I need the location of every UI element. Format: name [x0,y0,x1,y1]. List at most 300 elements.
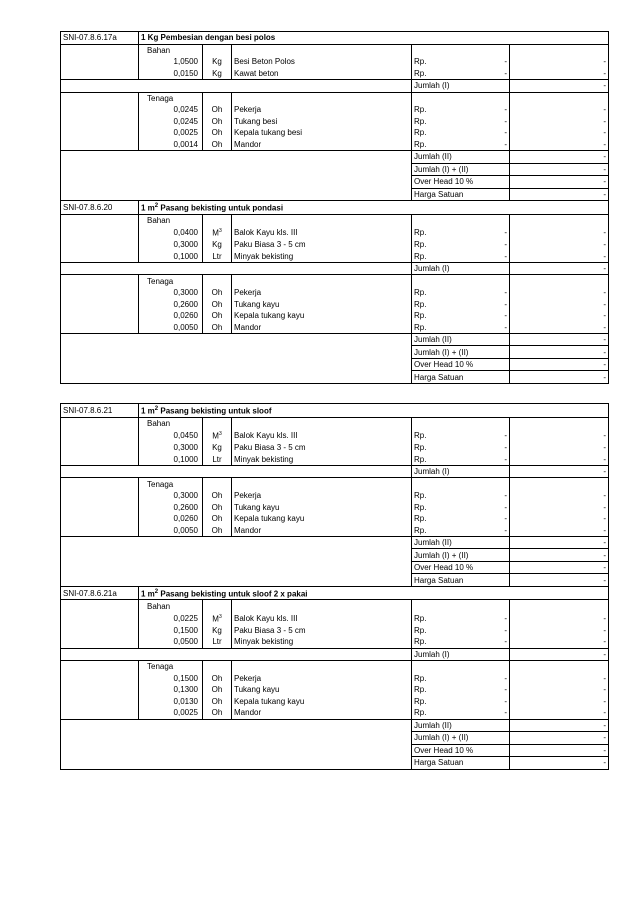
empty-cell [61,92,139,104]
coefficient: 0,0014 [139,139,203,151]
amount: - [510,513,609,525]
coefficient: 0,0245 [173,116,198,126]
empty-cell [61,333,412,383]
empty-cell [203,600,232,612]
unit-superscript: 3 [218,431,222,438]
unit: Oh [203,139,232,151]
unit-price: - [464,287,510,299]
title-text: 1 m [141,589,155,599]
empty-cell [61,239,139,251]
title-text: 1 m [141,406,155,416]
description: Balok Kayu kls. III [234,227,298,237]
summary-label: Harga Satuan [412,757,510,770]
unit-price: - [464,116,510,128]
unit-price: - [464,501,510,513]
analysis-table-2 [60,403,609,770]
empty-cell [61,321,139,333]
empty-cell [464,44,510,56]
unit: Oh [203,298,232,310]
description: Tukang kayu [234,502,280,512]
empty-cell [412,214,464,226]
empty-cell [61,250,139,262]
item-code: SNI-07.8.6.21 [61,404,139,418]
empty-cell [61,214,139,226]
currency: Rp. [412,453,464,465]
coefficient: 0,0245 [173,105,198,115]
amount: - [510,612,609,625]
coefficient: 0,0260 [173,311,198,321]
material-row [61,442,609,454]
currency: Rp. [412,513,464,525]
empty-cell [61,151,412,201]
summary-amount: - [510,371,609,384]
empty-cell [61,636,139,648]
item-title [139,404,609,418]
group-label-row [61,44,609,56]
material-row [61,453,609,465]
unit-price: - [464,453,510,465]
unit-price: - [464,104,510,116]
empty-cell [61,673,139,685]
empty-cell [412,478,464,490]
unit: Oh [203,696,232,708]
summary-label: Jumlah (I) + (II) [412,346,510,359]
unit-price: - [464,310,510,322]
unit-price: - [464,298,510,310]
empty-cell [61,490,139,502]
currency: Rp. [412,116,464,128]
unit-price: - [464,127,510,139]
description: Tukang kayu [234,299,280,309]
empty-cell [464,92,510,104]
empty-cell [61,298,139,310]
unit-price: - [464,429,510,442]
group-label-row [61,478,609,490]
empty-cell [61,56,139,68]
group-label-row [61,600,609,612]
subtotal-row [61,648,609,661]
unit-superscript: 3 [218,228,222,235]
summary-amount: - [510,732,609,745]
description: Pekerja [234,288,262,298]
description: Besi Beton Polos [234,57,295,67]
empty-cell [464,661,510,673]
currency: Rp. [412,612,464,625]
unit: Oh [203,501,232,513]
description: Paku Biasa 3 - 5 cm [234,240,306,250]
group-label-row [61,92,609,104]
unit: Oh [203,490,232,502]
item-code: SNI-07.8.6.21a [61,586,139,600]
empty-cell [412,44,464,56]
unit-text: Kg [212,57,222,67]
amount: - [510,524,609,536]
unit: Oh [203,321,232,333]
amount: - [510,68,609,80]
amount: - [510,453,609,465]
empty-cell [412,661,464,673]
unit [203,625,232,637]
group-label-bahan: Bahan [147,45,171,55]
coefficient: 0,3000 [173,491,198,501]
unit-text: Kg [212,443,222,453]
currency: Rp. [412,429,464,442]
labor-row [61,513,609,525]
empty-cell [61,478,139,490]
empty-cell [464,600,510,612]
summary-amount: - [510,163,609,176]
amount: - [510,696,609,708]
unit [203,612,232,625]
description: Mandor [232,707,412,719]
currency: Rp. [412,127,464,139]
currency: Rp. [412,501,464,513]
currency: Rp. [412,696,464,708]
description: Pekerja [234,491,262,501]
item-title [139,586,609,600]
empty-cell [61,417,139,429]
subtotal-row [61,465,609,478]
item-code: SNI-07.8.6.17a [61,32,139,45]
unit-price: - [464,673,510,685]
title-rest: Pasang bekisting untuk sloof 2 x pakai [158,589,308,599]
amount: - [510,139,609,151]
currency: Rp. [412,707,464,719]
empty-cell [510,417,609,429]
empty-cell [464,275,510,287]
coefficient: 0,0050 [139,321,203,333]
unit [203,442,232,454]
summary-label: Harga Satuan [412,371,510,384]
group-label-bahan: Bahan [147,215,171,225]
section-header-row [61,586,609,600]
empty-cell [61,719,412,769]
description: Paku Biasa 3 - 5 cm [234,625,306,635]
unit-price: - [464,226,510,239]
amount: - [510,625,609,637]
amount: - [510,429,609,442]
empty-cell [510,44,609,56]
labor-row [61,684,609,696]
analysis-table-1 [60,31,609,384]
material-row [61,226,609,239]
empty-cell [510,275,609,287]
currency: Rp. [412,287,464,299]
labor-row [61,116,609,128]
group-label-tenaga: Tenaga [147,479,174,489]
labor-row [61,310,609,322]
empty-cell [412,275,464,287]
coefficient: 0,2600 [173,502,198,512]
currency: Rp. [412,104,464,116]
unit-superscript: 3 [218,613,222,620]
empty-cell [232,417,412,429]
unit: Oh [203,116,232,128]
empty-cell [61,707,139,719]
summary-label: Jumlah (I) + (II) [412,732,510,745]
summary-label: Over Head 10 % [412,561,510,574]
unit-price: - [464,442,510,454]
description: Minyak bekisting [232,453,412,465]
empty-cell [203,44,232,56]
coefficient: 0,0050 [139,524,203,536]
empty-cell [510,214,609,226]
description: Minyak bekisting [232,636,412,648]
summary-label: Jumlah (II) [412,151,510,164]
description: Kepala tukang besi [234,128,303,138]
description: Pekerja [234,105,262,115]
unit [203,226,232,239]
currency: Rp. [412,673,464,685]
summary-amount: - [510,333,609,346]
unit: Oh [203,707,232,719]
empty-cell [232,44,412,56]
currency: Rp. [412,321,464,333]
coefficient: 0,1500 [173,673,198,683]
title-text: 1 Kg Pembesian dengan besi polos [141,33,276,43]
unit-price: - [464,250,510,262]
unit-text: Kg [212,240,222,250]
coefficient: 0,1000 [139,453,203,465]
empty-cell [61,429,139,442]
group-label-tenaga: Tenaga [147,276,174,286]
empty-cell [61,648,412,661]
material-row [61,68,609,80]
unit-price: - [464,612,510,625]
coefficient: 0,0450 [173,430,198,440]
currency: Rp. [412,684,464,696]
unit-text: Kg [212,625,222,635]
amount: - [510,127,609,139]
description: Paku Biasa 3 - 5 cm [234,443,306,453]
empty-cell [232,92,412,104]
empty-cell [232,661,412,673]
empty-cell [232,214,412,226]
amount: - [510,56,609,68]
empty-cell [510,661,609,673]
section-header-row [61,404,609,418]
material-row [61,239,609,251]
group-label-row [61,661,609,673]
currency: Rp. [412,56,464,68]
coefficient: 0,3000 [173,240,198,250]
summary-label: Jumlah (II) [412,719,510,732]
summary-amount: - [510,549,609,562]
unit-price: - [464,139,510,151]
unit: Oh [203,684,232,696]
summary-label: Jumlah (I) + (II) [412,549,510,562]
labor-row [61,104,609,116]
empty-cell [61,262,412,275]
currency: Rp. [412,636,464,648]
description: Balok Kayu kls. III [234,613,298,623]
unit: Oh [203,127,232,139]
unit: Oh [203,513,232,525]
unit [203,453,232,465]
coefficient: 0,0130 [173,696,198,706]
labor-row [61,707,609,719]
amount: - [510,239,609,251]
empty-cell [61,684,139,696]
summary-label: Over Head 10 % [412,744,510,757]
empty-cell [61,310,139,322]
summary-label: Jumlah (I) + (II) [412,163,510,176]
empty-cell [61,442,139,454]
amount: - [510,250,609,262]
empty-cell [61,275,139,287]
unit: Oh [203,673,232,685]
unit-price: - [464,321,510,333]
coefficient: 0,2600 [173,299,198,309]
empty-cell [232,275,412,287]
item-title [139,32,609,45]
labor-row [61,287,609,299]
empty-cell [61,80,412,93]
empty-cell [61,104,139,116]
summary-amount: - [510,561,609,574]
amount: - [510,321,609,333]
unit-price: - [464,68,510,80]
amount: - [510,104,609,116]
group-label-tenaga: Tenaga [147,93,174,103]
currency: Rp. [412,625,464,637]
empty-cell [61,524,139,536]
title-superscript: 2 [154,406,159,412]
unit-price: - [464,625,510,637]
summary-amount: - [510,536,609,549]
subtotal-label: Jumlah (I) [412,465,510,478]
section-header-row [61,32,609,45]
group-label-bahan: Bahan [147,418,171,428]
description: Minyak bekisting [232,250,412,262]
summary-label: Harga Satuan [412,574,510,587]
coefficient: 0,0260 [173,514,198,524]
unit: Oh [203,104,232,116]
unit-text: Kg [212,68,222,78]
unit-text: Ltr [212,251,222,261]
empty-cell [61,44,139,56]
unit-price: - [464,490,510,502]
summary-row [61,151,609,164]
coefficient: 0,0025 [173,128,198,138]
empty-cell [61,625,139,637]
unit [203,250,232,262]
summary-amount: - [510,188,609,201]
unit: Oh [203,524,232,536]
empty-cell [510,92,609,104]
coefficient: 0,0225 [173,613,198,623]
summary-amount: - [510,757,609,770]
amount: - [510,287,609,299]
unit [203,56,232,68]
empty-cell [203,214,232,226]
labor-row [61,321,609,333]
amount: - [510,636,609,648]
labor-row [61,139,609,151]
description: Mandor [232,321,412,333]
empty-cell [412,417,464,429]
empty-cell [464,478,510,490]
currency: Rp. [412,139,464,151]
group-label-row [61,275,609,287]
description: Mandor [232,139,412,151]
labor-row [61,127,609,139]
description: Mandor [232,524,412,536]
material-row [61,625,609,637]
item-title [139,201,609,215]
empty-cell [412,600,464,612]
amount: - [510,116,609,128]
unit-text: M [212,431,219,441]
title-text: 1 m [141,203,155,213]
description: Tukang besi [234,116,278,126]
unit [203,68,232,80]
empty-cell [61,536,412,586]
subtotal-row [61,80,609,93]
subtotal-amount: - [510,465,609,478]
material-row [61,636,609,648]
unit [203,429,232,442]
material-row [61,612,609,625]
currency: Rp. [412,442,464,454]
empty-cell [464,214,510,226]
subtotal-amount: - [510,262,609,275]
coefficient: 0,1300 [173,685,198,695]
description: Tukang kayu [234,685,280,695]
summary-label: Jumlah (II) [412,536,510,549]
description: Kepala tukang kayu [234,696,305,706]
amount: - [510,501,609,513]
empty-cell [61,287,139,299]
group-label-row [61,214,609,226]
title-superscript: 2 [154,588,159,595]
description: Kepala tukang kayu [234,514,305,524]
empty-cell [510,600,609,612]
empty-cell [61,696,139,708]
empty-cell [61,453,139,465]
amount: - [510,310,609,322]
labor-row [61,298,609,310]
empty-cell [61,612,139,625]
description: Kepala tukang kayu [234,311,305,321]
labor-row [61,696,609,708]
currency: Rp. [412,310,464,322]
unit-price: - [464,524,510,536]
labor-row [61,524,609,536]
amount: - [510,684,609,696]
subtotal-label: Jumlah (I) [412,648,510,661]
amount: - [510,490,609,502]
empty-cell [61,600,139,612]
material-row [61,250,609,262]
unit-price: - [464,513,510,525]
coefficient: 0,1000 [139,250,203,262]
coefficient: 0,0150 [139,68,203,80]
subtotal-amount: - [510,648,609,661]
amount: - [510,673,609,685]
currency: Rp. [412,298,464,310]
subtotal-label: Jumlah (I) [412,80,510,93]
currency: Rp. [412,524,464,536]
coefficient: 0,3000 [173,443,198,453]
unit [203,636,232,648]
empty-cell [61,139,139,151]
empty-cell [203,92,232,104]
unit [203,239,232,251]
labor-row [61,673,609,685]
title-superscript: 2 [154,203,159,209]
description: Pekerja [234,673,262,683]
